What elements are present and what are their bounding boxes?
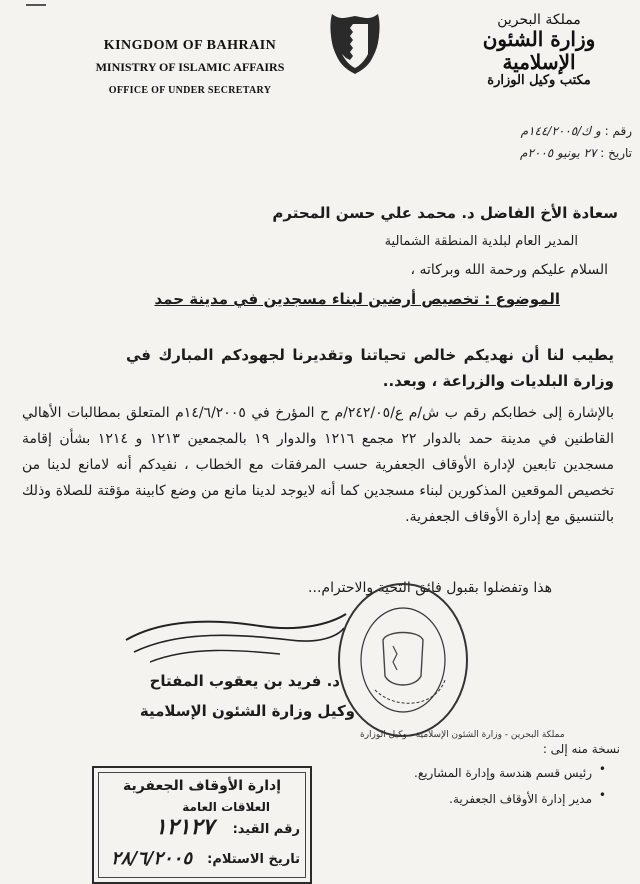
subject-line: الموضوع : تخصيص أرضين لبناء مسجدين في مدينة حمد [154,290,560,308]
reference-number-value: و ك/١٤٤/٢٠٠٥م [520,124,601,138]
signatory-name: د. فريد بن يعقوب المفتاح [149,672,340,690]
signature [120,600,350,680]
signatory-title: وكيل وزارة الشئون الإسلامية [139,702,355,720]
addressee-name: سعادة الأخ الفاضل د. محمد علي حسن المحترم [272,204,618,222]
reference-date-value: ٢٧ يونيو ٢٠٠٥م [520,146,597,160]
bullet-icon: • [598,788,606,802]
registration-label: رقم القيد: [232,822,300,837]
bullet-icon: • [598,762,606,776]
closing-line: هذا وتفضلوا بقبول فائق التحية والاحترام... [308,580,552,596]
received-stamp-subtitle: العلاقات العامة [182,800,270,814]
letterhead-english [75,38,305,96]
reference-number-label: رقم [612,124,632,138]
arabic-country-name: مملكة البحرين [497,12,581,28]
copies-item: مدير إدارة الأوقاف الجعفرية. [449,792,592,806]
copies-item: رئيس قسم هندسة وإدارة المشاريع. [414,766,592,780]
reference-number: رقم : و ك/١٤٤/٢٠٠٥م [520,124,632,138]
office-name: OFFICE OF UNDER SECRETARY [108,85,272,96]
receipt-date-value: ٢٨/٦/٢٠٠٥ [111,848,192,869]
greeting: السلام عليكم ورحمة الله وبركاته ، [410,262,608,278]
body-paragraph-intro: يطيب لنا أن نهديكم خالص تحياتنا وتقديرنا لجهودكم المبارك في وزارة البلديات والزراعة ، وبعد.. [126,346,614,390]
reference-date-label: تاريخ [608,146,632,160]
registration-number: ١٢١٢٧ [154,814,214,840]
copies-label: نسخة منه إلى : [542,742,620,756]
received-stamp-title: إدارة الأوقاف الجعفرية [122,778,282,794]
receipt-date-label: تاريخ الاستلام: [207,852,300,867]
ministry-name: MINISTRY OF ISLAMIC AFFAIRS [95,60,285,74]
reference-date: تاريخ : ٢٧ يونيو ٢٠٠٥م [520,146,632,160]
official-seal-text: مملكة البحرين - وزارة الشئون الإسلامية - وكيل الوزارة [360,730,565,740]
arabic-ministry-name: وزارة الشئون الإسلامية [482,27,596,75]
bahrain-emblem-icon [326,10,384,76]
received-stamp [92,766,312,884]
arabic-office-name: مكتب وكيل الوزارة [487,73,591,89]
top-mark [26,4,46,6]
addressee-title: المدير العام لبلدية المنطقة الشمالية [384,234,578,249]
country-name: KINGDOM OF BAHRAIN [103,38,277,53]
body-paragraph-main: بالإشارة إلى خطابكم رقم ب ش/م ع/٢٤٢/٠٥/م ح المؤرخ في ١٤/٦/٢٠٠٥م المتعلق بمطالبات الأهالي القاطنين في مدينة حمد بالدوار ٢٢ مجمع ١٢١٦ والدوار ١٩ بالمجمعين ١٢١٣ و ١٢١٤ بشأن إقامة مسجدين تابعين لإدارة الأوقاف الجعفرية حسب المرفقات مع الخطاب ، نفيدكم أنه لامانع لدينا من تخصيص الموقعين المذكورين لبناء مسجدين كما أنه لايوجد لدينا مانع من وضع كابينة مؤقتة للصلاة وذلك بالتنسيق مع إدارة الأوقاف الجعفرية. [22,405,615,525]
official-seal-stamp [335,580,471,740]
letterhead-arabic [448,12,630,89]
